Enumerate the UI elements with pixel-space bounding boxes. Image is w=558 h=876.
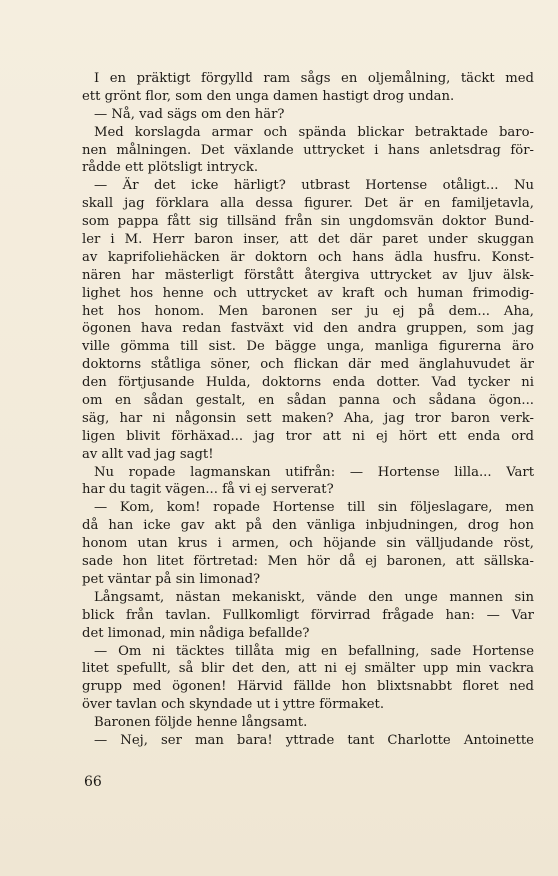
text-line: litet spefullt, så blir det den, att ni ej smälter upp min vackra <box>82 661 534 677</box>
text-line: över tavlan och skyndade ut i yttre förmaket. <box>82 697 385 713</box>
text-line: av allt vad jag sagt! <box>82 446 214 462</box>
text-line: sade hon litet förtretad: Men hör då ej baronen, att sällska- <box>82 554 534 570</box>
text-line: det limonad, min nådiga befallde? <box>82 625 310 641</box>
text-line: av kaprifoliehäcken är doktorn och hans ädla husfru. Konst- <box>82 249 534 265</box>
text-line: rådde ett plötsligt intryck. <box>82 160 259 176</box>
text-line: Nu ropade lagmanskan utifrån: — Hortense lilla... Vart <box>94 464 534 480</box>
text-line: nären har mästerligt förstått återgiva uttrycket av ljuv älsk- <box>82 267 534 283</box>
text-line: då han icke gav akt på den vänliga inbjudningen, drog hon <box>82 518 534 534</box>
text-line: lighet hos henne och uttrycket av kraft och human frimodig- <box>82 285 534 301</box>
text-line: ögonen hava redan fastväxt vid den andra gruppen, som jag <box>82 321 534 337</box>
text-line: Baronen följde henne långsamt. <box>94 715 308 731</box>
text-line: har du tagit vägen... få vi ej serverat? <box>82 482 334 498</box>
text-line: ville gömma till sist. De bägge unga, manliga figurerna äro <box>82 339 534 355</box>
text-line: — Om ni täcktes tillåta mig en befallning, sade Hortense <box>94 643 534 659</box>
text-line: blick från tavlan. Fullkomligt förvirrad frågade han: — Var <box>82 607 534 623</box>
text-line: den förtjusande Hulda, doktorns enda dotter. Vad tycker ni <box>82 375 534 391</box>
text-line: säg, har ni någonsin sett maken? Aha, jag tror baron verk- <box>82 410 534 426</box>
text-line: — Kom, kom! ropade Hortense till sin följeslagare, men <box>94 500 534 516</box>
text-line: Med korslagda armar och spända blickar betraktade baro- <box>94 124 534 140</box>
text-line: doktorns ståtliga söner, och flickan där med änglahuvudet är <box>82 357 534 373</box>
text-line: I en präktigt förgylld ram sågs en oljemålning, täckt med <box>94 71 534 86</box>
text-line: Långsamt, nästan mekaniskt, vände den unge mannen sin <box>94 589 534 605</box>
text-line: — Är det icke härligt? utbrast Hortense otåligt... Nu <box>94 178 534 194</box>
text-line: nen målningen. Det växlande uttrycket i hans anletsdrag för- <box>82 142 534 158</box>
text-line: — Nej, ser man bara! yttrade tant Charlotte Antoinette <box>94 732 534 748</box>
text-line: honom utan krus i armen, och höjande sin välljudande röst, <box>82 536 534 552</box>
text-line: ett grönt flor, som den unga damen hastigt drog undan. <box>82 88 455 104</box>
page-number: 66 <box>84 774 102 790</box>
text-line: — Nå, vad sägs om den här? <box>94 106 285 122</box>
text-line: ligen blivit förhäxad... jag tror att ni ej hört ett enda ord <box>82 428 534 444</box>
text-line: grupp med ögonen! Härvid fällde hon blixtsnabbt floret ned <box>82 679 534 695</box>
text-line: om en sådan gestalt, en sådan panna och sådana ögon... <box>82 393 534 409</box>
text-line: som pappa fått sig tillsänd från sin ungdomsvän doktor Bund- <box>82 214 534 230</box>
text-line: skall jag förklara alla dessa figurer. Det är en familjetavla, <box>82 196 534 212</box>
text-line: het hos honom. Men baronen ser ju ej på dem... Aha, <box>82 303 534 319</box>
body-text <box>82 70 534 750</box>
text-line: pet väntar på sin limonad? <box>82 571 261 587</box>
text-line: ler i M. Herr baron inser, att det där paret under skuggan <box>82 232 534 248</box>
